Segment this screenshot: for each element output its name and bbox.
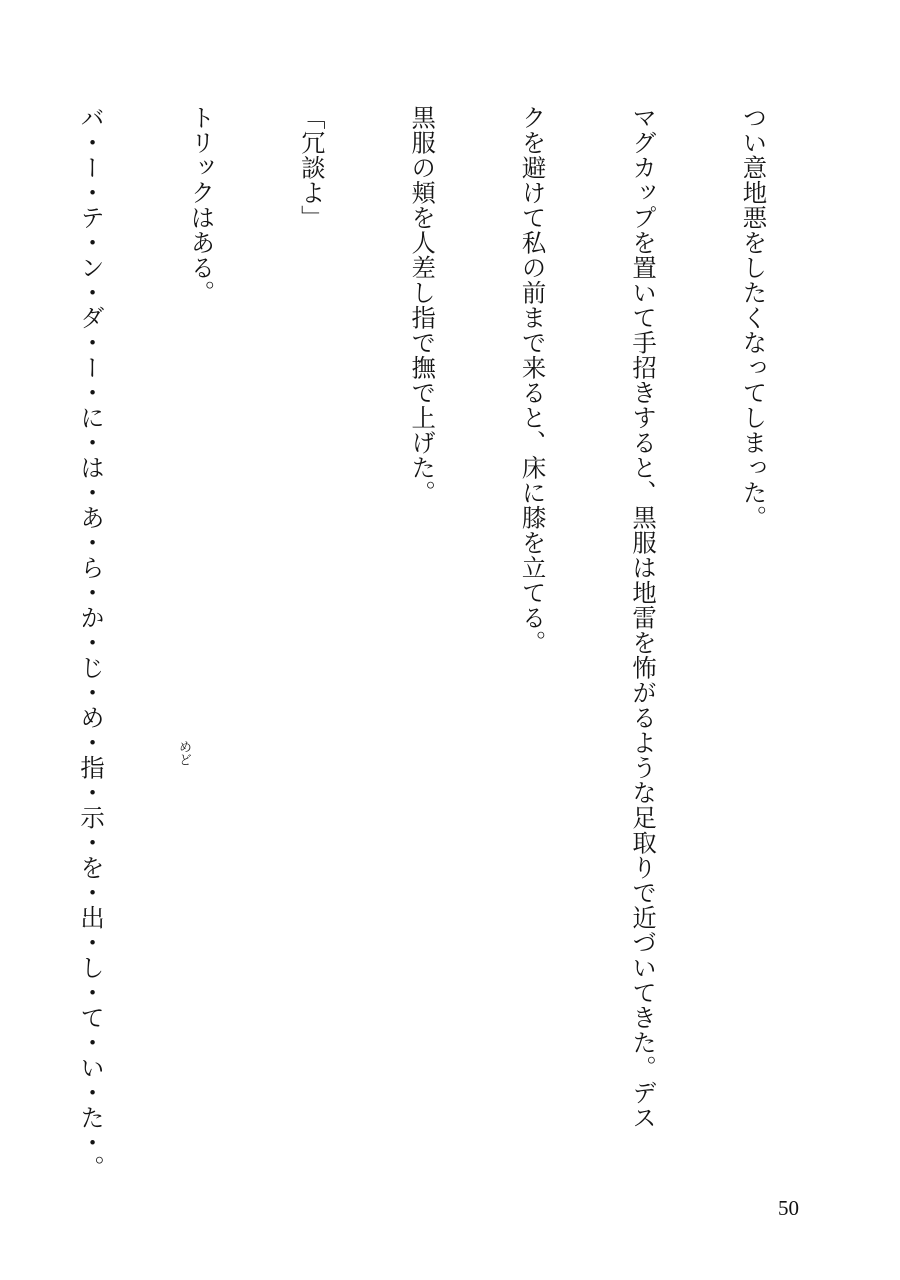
ruby-annotation: めど [176, 740, 191, 766]
text-line-2: マグカップを置いて手招きすると、黒服は地雷を怖がるような足取りで近づいてきた。デス [628, 105, 658, 1130]
text-line-1: つい意地悪をしたくなってしまった。 [738, 105, 768, 530]
text-line-3: クを避けて私の前まで来ると、床に膝を立てる。 [517, 105, 547, 655]
text-line-4: 黒服の頬を人差し指で撫で上げた。 [407, 105, 437, 505]
text-line-7: バ・ー・テ・ン・ダ・ー・に・は・あ・ら・か・じ・め・指・示・を・出・し・て・い・た・。 [76, 105, 106, 1180]
vertical-text-block [0, 105, 844, 1180]
text-line-5: 「冗談よ」 [296, 105, 326, 230]
page-number: 50 [778, 1196, 799, 1220]
text-line-6: トリックはある。 [186, 105, 216, 305]
